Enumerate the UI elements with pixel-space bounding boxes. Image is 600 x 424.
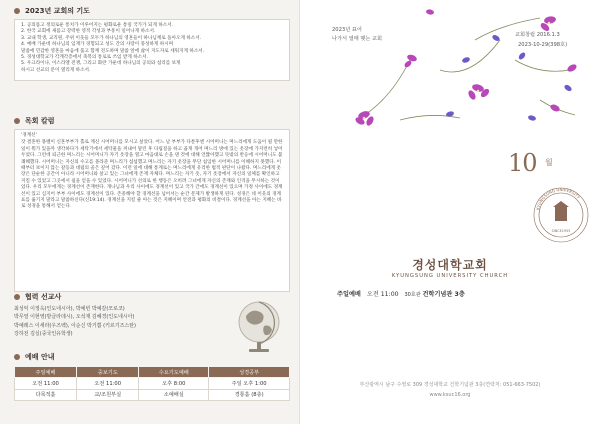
prayer-item: 1. 공의롭고 정의로운 통치가 이루어지는 평화로운 통일 국가가 되게 하소서. — [21, 23, 174, 28]
address-text: 부산광역시 남구 수영로 309 경성대학교 건학기념관 3층(연락처: 051-663-7502) — [359, 382, 541, 388]
schedule-cell: 오후 8:00 — [139, 378, 209, 390]
column-heading: '경계선' — [21, 133, 37, 138]
missionary-line: 강하전 김실(중국인유학생) — [14, 331, 73, 338]
table-row — [15, 389, 290, 401]
missionary-line: 박예레스 이세라(우즈벡), 이순신 박기쁨 (키르기즈스탄) — [14, 322, 137, 329]
schedule-cell: 경통홀 (8층) — [209, 389, 290, 401]
schedule-table — [14, 366, 290, 401]
bullet-dot-icon — [14, 354, 20, 360]
missionaries-title: 협력 선교사 — [14, 292, 290, 302]
column-paragraph: 갓 결혼한 몽벨이 신혼부부가 홀로 계신 시어머니를 모시고 살았다. 어느 날 부부가 다툰후엔 시어머니는 며느리에게 도움이 될 만한 일이 뭐가 있을까 생각하다가 세탁기에서 세탁물을 꺼내어 말린 후 다림질을 하고 곱게 개어 며느리 방에 있는 옷장에 가지런히 넣어두었다. 그런데 퇴근한 며느리는 시어머니가 자기 옷장을 열고 마음대로 손을 댄 것에 대해 언짢아했고 뜻밖의 반응에 시어머니도 불쾌해했다. 시어머니는 자신의 수고를 몰라준 며느리가 섭섭했고 며느리는 자기 옷장을 무단 침입한 시어머니를 이해하지 못했다. 이때부터 보이지 않는 갈등과 대립의 골은 깊어 갔다. 이런 일에 대해 통계로는 며느리에게 유리한 법적 판단이 나왔다. 며느리에게 옷장은 단순한 공간이 아니라 시어머니와 살고 있는 그녀에게 존재 자체다. 며느리는 자기 옷, 자기 옷장에서 자신의 일체를 확인하고 지킬 수 있었고 그곳에서 쉼을 얻을 수 있었다. 시어머니가 선의로 한 행동은 오히려 그녀에게 자신의 존재와 인격을 무시하는 것이었다. 우리 모두에게는 경계선이 존재한다. 개나님과 우리 사이에도 경계선이 있고 국가 간에도 경계선이 있으며 가정 사이에도 경계선이 있고 심지어 부부 사이에도 경계선이 있다. 존중해야 할 경계선을 넘어서는 순간 문제가 발생하게 된다. 성경은 네 이웃의 경계표를 옮기지 말라고 말씀하신다(신19:14). 경계선을 지킬 줄 아는 것은 지혜이며 안전과 평화의 비결이다. 경계선을 아는 지혜는 바로 성경을 통해서 얻는다. — [21, 140, 283, 210]
website-text: www.ksuc16.org — [429, 392, 471, 398]
column-title: 목회 칼럼 — [14, 116, 290, 126]
prayer-item: 말씀에 민감한 영혼을 마음에 품고 함께 전도하며 말씀 앞에 삶이 지도자로 세워지게 하소서. — [21, 48, 205, 54]
prayer-item: 하시고 선교의 문이 열리게 하소서. — [21, 67, 91, 73]
service-place-a: 30호관 — [404, 292, 421, 298]
prayer-item: 5. 경성대학교가 각계각층에서 축복의 통로로 쓰임 받게 하소서. — [21, 55, 149, 61]
service-label: 주일예배 — [337, 291, 361, 298]
church-english-name: KYUNGSUNG UNIVERSITY CHURCH — [391, 273, 509, 279]
column-section — [14, 116, 290, 292]
schedule-cell: 소예배실 — [139, 389, 209, 401]
schedule-section — [14, 352, 290, 362]
right-panel — [300, 0, 600, 424]
schedule-header: 수요기도예배 — [139, 367, 209, 378]
schedule-header: 성경공부 — [209, 367, 290, 378]
bullet-dot-icon — [14, 294, 20, 300]
schedule-title: 예배 안내 — [14, 352, 290, 362]
month-number: 10 — [508, 149, 537, 177]
prayer-item: 4. 예배 가운데 하나님의 임재가 경험되고 성도 간의 사랑이 풍성하게 하시며 — [21, 42, 174, 48]
schedule-cell: 오전 11:00 — [15, 378, 77, 390]
motto-label: 2023년 표어 — [332, 27, 362, 33]
service-time: 오전 11:00 — [366, 291, 399, 298]
church-name: 경성대학교회 — [412, 258, 488, 272]
schedule-cell: 다목적홀 — [15, 389, 77, 401]
missionary-line: 최성익 이정옥(인도네시아), 박예빈 박예갈(모로코) — [14, 306, 125, 312]
prayer-item: 3. 교내 학생, 교직원, 주위 이웃들 모두가 하나님의 영혼들이 하나님께로 돌아오게 하소서. — [21, 35, 202, 41]
schedule-header-row — [15, 367, 290, 378]
emblem-text: KYUNGSUNG UNIVERSITY — [535, 186, 582, 211]
bullet-dot-icon — [14, 118, 20, 124]
column-box — [14, 129, 290, 292]
emblem-since: SINCE1955 — [551, 229, 571, 233]
service-info — [337, 289, 465, 298]
month-unit: 월 — [545, 158, 553, 167]
prayer-box — [14, 19, 290, 81]
prayer-title: 2023년 교회의 기도 — [14, 6, 290, 16]
founded-text: 교회창립 2016.1.3 — [515, 32, 560, 38]
service-place-b: 건학기념관 3층 — [422, 291, 465, 298]
missionary-line: 박무열 이현영(방글라데시), 오석재 김혜경(인도네시아) — [14, 314, 135, 321]
prayer-section — [14, 6, 290, 81]
table-row — [15, 378, 290, 390]
bullet-dot-icon — [14, 8, 20, 14]
motto-text: 나가서 열매 맺는 교회 — [332, 36, 383, 42]
prayer-item: 2. 한국 교회에 새롭고 강력한 영적 각성과 부흥이 일어나게 하소서. — [21, 29, 156, 35]
schedule-cell: 오전 11:00 — [77, 378, 139, 390]
schedule-header: 중보기도 — [77, 367, 139, 378]
schedule-cell: 교/조원부실 — [77, 389, 139, 401]
schedule-cell: 주일 오후 1:00 — [209, 378, 290, 390]
globe-icon — [232, 298, 286, 356]
university-emblem-logo — [531, 177, 591, 257]
prayer-item: 5. 우크라이나, 이스라엘 전쟁, 그리고 화란 가운데 하나님의 공의와 섭리를 보게 — [21, 61, 181, 67]
schedule-header: 주일예배 — [15, 367, 77, 378]
flowers-image — [300, 0, 600, 150]
issue-text: 2023-10-29(398호) — [518, 42, 568, 48]
